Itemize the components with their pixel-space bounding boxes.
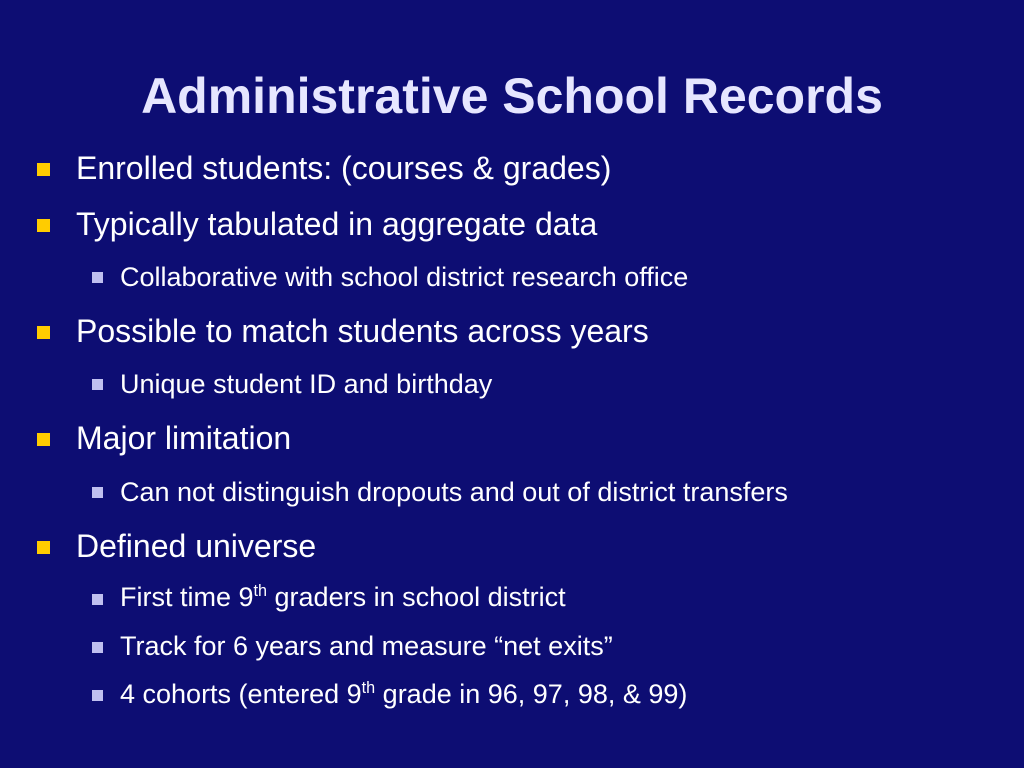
list-item: Enrolled students: (courses & grades) [76, 150, 612, 186]
bullet-square-icon [37, 163, 50, 176]
slide-title: Administrative School Records [141, 68, 883, 124]
item-text-after: graders in school district [267, 582, 566, 612]
list-item: Defined universe [76, 528, 317, 564]
sub-bullet-square-icon [92, 642, 103, 653]
sub-list-item [120, 580, 566, 614]
sub-bullet-square-icon [92, 487, 103, 498]
ordinal-suffix: th [361, 679, 376, 697]
bullet-square-icon [37, 433, 50, 446]
list-item: Typically tabulated in aggregate data [76, 206, 598, 242]
item-text-before: First time 9 [120, 582, 254, 612]
bullet-square-icon [37, 326, 50, 339]
sub-bullet-square-icon [92, 594, 103, 605]
bullet-square-icon [37, 541, 50, 554]
item-text-before: 4 cohorts (entered 9 [120, 679, 362, 709]
bullet-square-icon [37, 219, 50, 232]
list-item: Possible to match students across years [76, 313, 649, 349]
sub-bullet-square-icon [92, 379, 103, 390]
ordinal-suffix: th [253, 582, 268, 600]
item-text-after: grade in 96, 97, 98, & 99) [375, 679, 688, 709]
list-item: Major limitation [76, 420, 292, 456]
sub-list-item: Unique student ID and birthday [120, 369, 493, 399]
sub-bullet-square-icon [92, 272, 103, 283]
sub-list-item: Collaborative with school district research office [120, 262, 689, 292]
sub-list-item: Track for 6 years and measure “net exits” [120, 631, 613, 661]
sub-bullet-square-icon [92, 690, 103, 701]
sub-list-item [120, 677, 687, 711]
sub-list-item: Can not distinguish dropouts and out of district transfers [120, 477, 788, 507]
